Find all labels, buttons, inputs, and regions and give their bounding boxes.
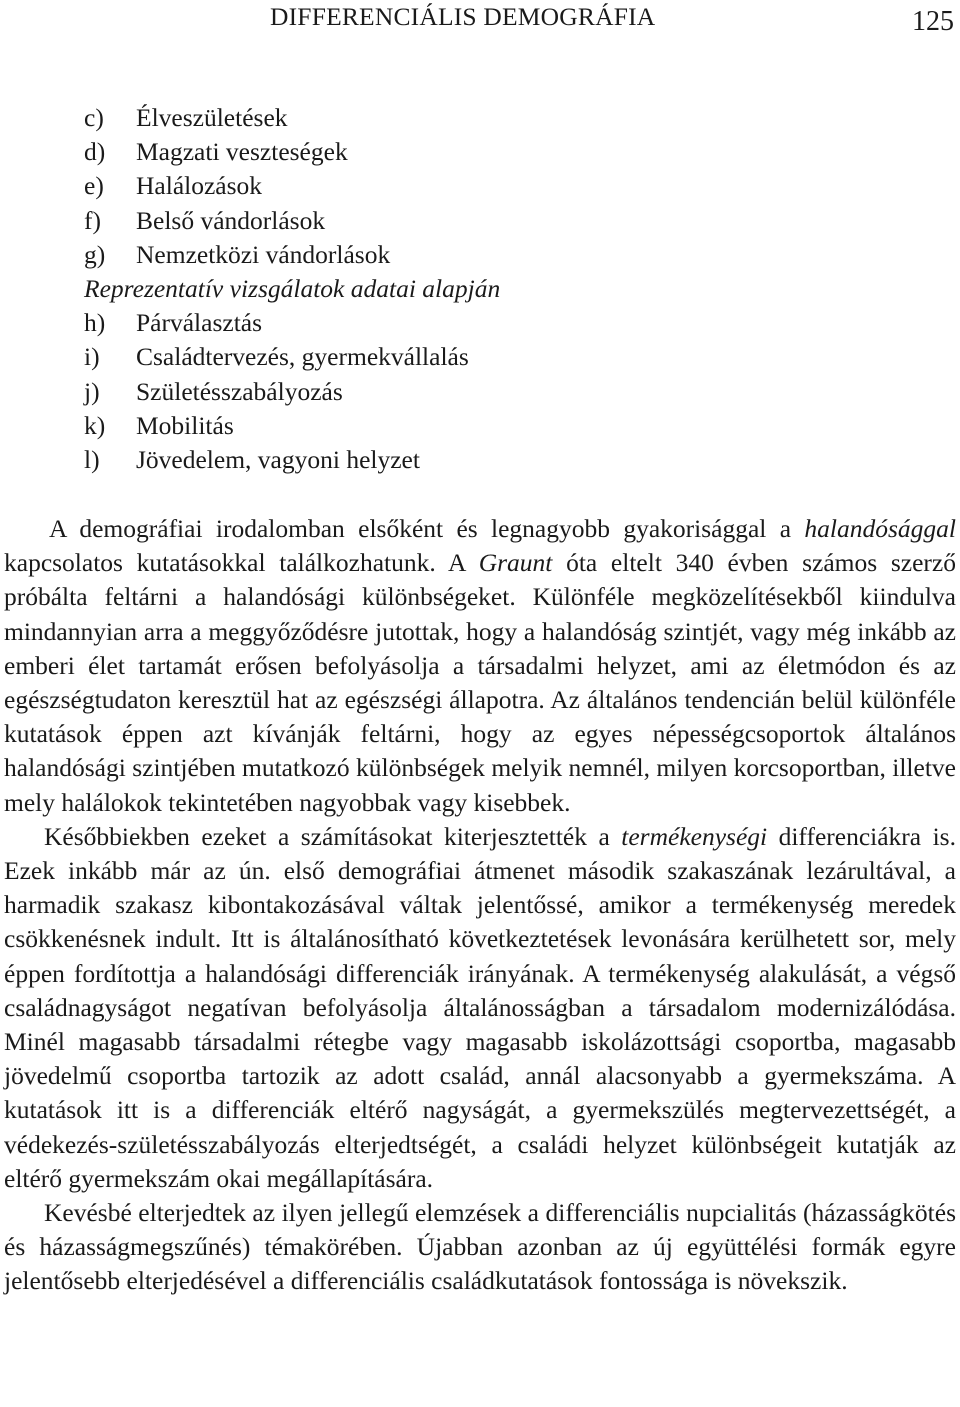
list-label: Nemzetközi vándorlások	[136, 239, 391, 269]
list-label: Élveszületések	[136, 103, 288, 132]
list-marker: l)	[84, 445, 100, 475]
list-item-e	[84, 169, 500, 203]
list-label: Párválasztás	[136, 308, 263, 338]
list-label: Halálozások	[136, 171, 263, 201]
list-item-c	[84, 101, 500, 135]
text-run: Későbbiekben ezeket a számításokat kiterjesztették a	[44, 821, 622, 851]
list-item-l	[84, 443, 500, 477]
list-marker: d)	[84, 137, 106, 167]
emphasis-termekenysegi: termékenységi	[621, 821, 768, 851]
emphasis-halandosag: halandósággal	[804, 514, 956, 543]
page-header	[0, 0, 960, 40]
running-title: DIFFERENCIÁLIS DEMOGRÁFIA	[270, 2, 656, 31]
list-marker: h)	[84, 308, 106, 338]
category-list	[84, 101, 500, 477]
list-label: Családtervezés, gyermekvállalás	[136, 342, 469, 372]
list-label: Mobilitás	[136, 410, 234, 440]
list-item-g	[84, 238, 500, 272]
list-item-h	[84, 306, 500, 340]
paragraph-nuptiality: Kevésbé elterjedtek az ilyen jellegű elemzések a differenciális nupcialitás (házasságkötés és házasságmegszűnés) témakörében. Újabban azonban az új együttélési formák egyre jelentősebb elterjedésével a differenciális családkutatások fontossága is növekszik.	[4, 1198, 956, 1296]
list-item-f	[84, 204, 500, 238]
emphasis-graunt: Graunt	[478, 548, 553, 578]
list-marker: f)	[84, 205, 101, 235]
list-marker: i)	[84, 342, 100, 372]
list-item-j	[84, 375, 500, 409]
paragraph-mortality	[4, 512, 956, 820]
list-marker: k)	[84, 410, 106, 440]
list-label: Jövedelem, vagyoni helyzet	[136, 445, 420, 475]
text-run: A demográfiai irodalomban elsőként és legnagyobb gyakorisággal a	[49, 514, 805, 543]
paragraph-fertility	[4, 820, 956, 1196]
list-subheading: Reprezentatív vizsgálatok adatai alapján	[84, 274, 501, 304]
text-run: differenciákra is. Ezek inkább már az ún. első demográfiai átmenet második szakaszának lezárultával, a harmadik szakasz kibontakozásával váltak jelentőssé, amikor a termékenység meredek csökkenésnek indult. Itt is általánosítható következtetések levonására kerülhetett sor, mely éppen fordítottja a halandósági differenciák irányának. A termékenység alakulását, a végső családnagyságot negatívan befolyásolja általánosságban a társadalom modernizálódása. Minél magasabb társadalmi rétegbe vagy magasabb iskolázottsági csoportba, magasabb jövedelmű csoportba tartozik az adott család, annál alacsonyabb a gyermekszáma. A kutatások itt is a differenciák eltérő nagyságát, a gyermekszülés megtervezettségét, a védekezés-születésszabályozás elterjedtségét, a családi helyzet különbségeit kutatják az eltérő gyermekszám okai megállapítására.	[4, 821, 956, 1193]
list-marker: g)	[84, 239, 106, 269]
list-marker: e)	[84, 171, 104, 201]
text-run: kapcsolatos kutatásokkal találkozhatunk. A	[4, 548, 479, 578]
text-run: óta eltelt 340 évben számos szerző próbálta feltárni a halandósági különbségeket. Különféle megközelítésekből kiindulva mindannyian arra a meggyőződésre jutottak, hogy a halandóság szintjét, vagy még inkább az emberi élet tartamát erősen befolyásolja a társadalmi helyzet, ami az életmódon és az egészségtudaton keresztül hat az egészségi állapotra. Az általános tendencián belül különféle kutatások éppen azt kívánják feltárni, hogy az egyes népességcsoportok általános halandósági szintjében mutatkozó különbségek melyik nemnél, milyen korcsoportban, illetve mely halálokok tekintetében nagyobbak vagy kisebbek.	[4, 548, 956, 817]
list-label: Születésszabályozás	[136, 376, 343, 406]
list-label: Magzati veszteségek	[136, 137, 348, 167]
body-text	[4, 512, 956, 1299]
list-item-k	[84, 409, 500, 443]
list-marker: j)	[84, 376, 100, 406]
list-marker: c)	[84, 103, 104, 132]
list-item-i	[84, 340, 500, 374]
list-item-d	[84, 135, 500, 169]
page-number: 125	[912, 6, 954, 37]
list-label: Belső vándorlások	[136, 205, 326, 235]
